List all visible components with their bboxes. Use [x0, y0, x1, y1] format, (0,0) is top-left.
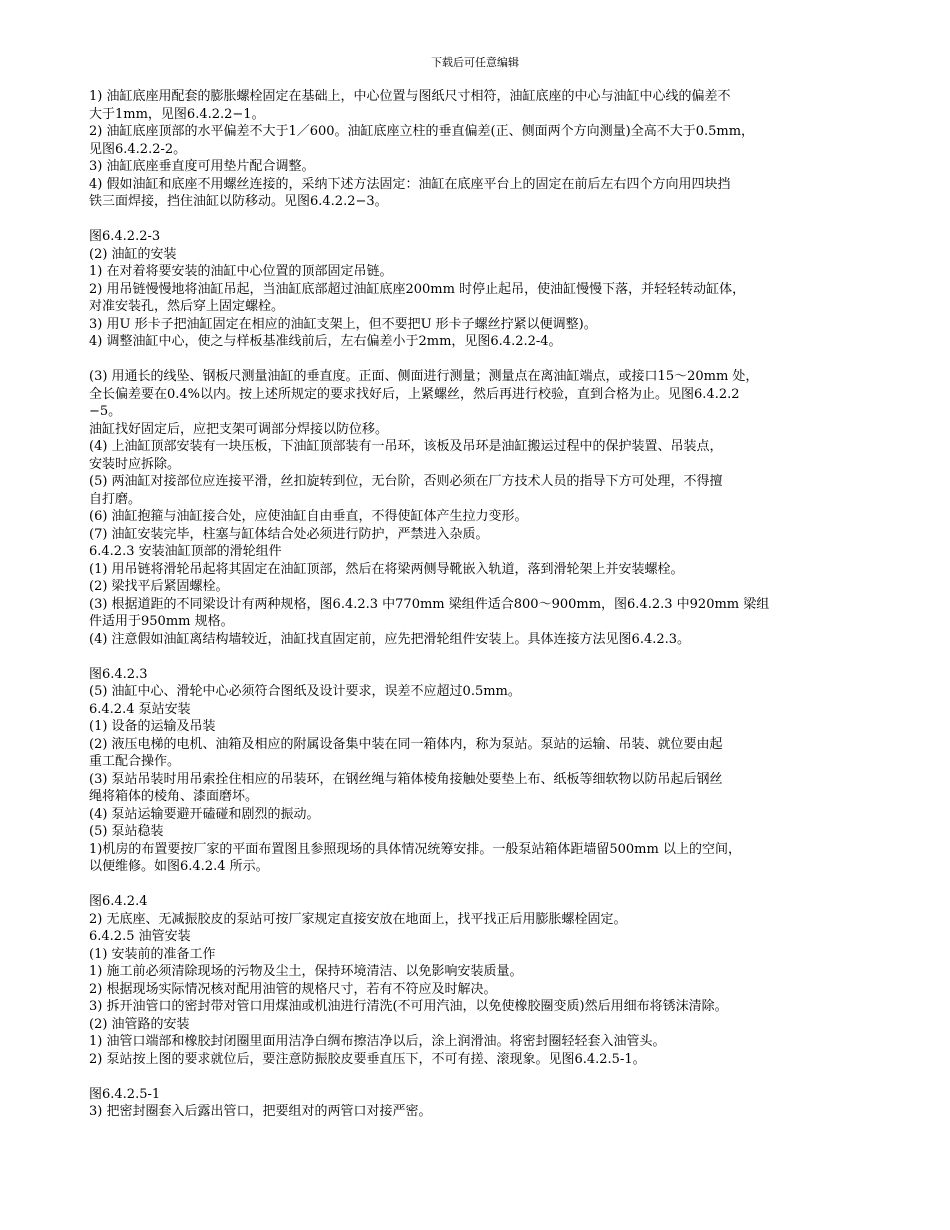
text-line: (3) 根据道距的不同梁设计有两种规格，图6.4.2.3 中770mm 梁组件适合800～900mm，图6.4.2.3 中920mm 梁组 — [89, 596, 770, 612]
text-line: 图6.4.2.4 — [89, 894, 148, 909]
text-line: (2) 梁找平后紧固螺栓。 — [89, 579, 229, 594]
text-line: (1) 安装前的准备工作 — [89, 946, 216, 962]
text-line: 6.4.2.3 安装油缸顶部的滑轮组件 — [89, 544, 282, 559]
text-line: (4) 泵站运输要避开磕碰和剧烈的振动。 — [89, 806, 320, 822]
blank-line — [89, 1068, 869, 1086]
text-line: 3) 油缸底座垂直度可用垫片配合调整。 — [89, 159, 315, 174]
text-line: 图6.4.2.3 — [89, 666, 148, 682]
text-line: 安装时应拆除。 — [89, 456, 181, 472]
text-line: (5) 两油缸对接部位应连接平滑，丝扣旋转到位，无台阶，否则必须在厂方技术人员的指导下方可处理，不得擅 — [89, 474, 723, 489]
text-line: (4) 上油缸顶部安装有一块压板，下油缸顶部装有一吊环，该板及吊环是油缸搬运过程中的保护装置、吊装点， — [89, 439, 723, 454]
text-line: 1) 在对着将要安装的油缸中心位置的顶部固定吊链。 — [89, 264, 393, 279]
text-line: 2) 油缸底座顶部的水平偏差不大于1／600。油缸底座立柱的垂直偏差(正、侧面两个方向测量)全高不大于0.5mm， — [89, 124, 755, 139]
page-header: 下载后可任意编辑 — [431, 56, 519, 69]
text-line: 油缸找好固定后，应把支架可调部分焊接以防位移。 — [89, 421, 389, 437]
text-line: 以便维修。如图6.4.2.4 所示。 — [89, 859, 269, 874]
text-line: 见图6.4.2.2-2。 — [89, 141, 187, 157]
text-line: 铁三面焊接，挡住油缸以防移动。见图6.4.2.2−3。 — [89, 194, 388, 209]
text-line: 2) 无底座、无减振胶皮的泵站可按厂家规定直接安放在地面上，找平找正后用膨胀螺栓固定。 — [89, 911, 627, 927]
text-line: 2) 用吊链慢慢地将油缸吊起，当油缸底部超过油缸底座200mm 时停止起吊，使油缸慢慢下落，并轻轻转动缸体， — [89, 281, 746, 297]
text-line: 4) 调整油缸中心，使之与样板基准线前后，左右偏差小于2mm，见图6.4.2.2-4。 — [89, 334, 562, 349]
text-line: 大于1mm，见图6.4.2.2−1。 — [89, 106, 265, 122]
text-line: 1) 油管口端部和橡胶封闭圈里面用洁净白绸布擦洁净以后，涂上润滑油。将密封圈轻轻套入油管头。 — [89, 1034, 666, 1049]
text-line: 6.4.2.4 泵站安装 — [89, 701, 191, 717]
text-line: (2) 油缸的安装 — [89, 246, 177, 262]
text-line: (3) 用通长的线坠、钢板尺测量油缸的垂直度。正面、侧面进行测量；测量点在离油缸端点，或接口15～20mm 处， — [89, 369, 759, 384]
text-line: 1) 施工前必须清除现场的污物及尘土，保持环境清洁、以免影响安装质量。 — [89, 964, 523, 979]
text-line: 3) 拆开油管口的密封带对管口用煤油或机油进行清洗(不可用汽油，以免使橡胶圈变质)然后用细布将锈沫清除。 — [89, 999, 728, 1014]
text-line: (1) 用吊链将滑轮吊起将其固定在油缸顶部，然后在将梁两侧导靴嵌入轨道，落到滑轮架上并安装螺栓。 — [89, 561, 684, 577]
text-line: (4) 注意假如油缸离结构墙较近，油缸找直固定前，应先把滑轮组件安装上。具体连接方法见图6.4.2.3。 — [89, 631, 691, 647]
text-line: 图6.4.2.5-1 — [89, 1086, 161, 1102]
text-line: 对准安装孔，然后穿上固定螺栓。 — [89, 299, 285, 314]
text-line: (3) 泵站吊装时用吊索拴住相应的吊装环，在钢丝绳与箱体棱角接触处要垫上布、纸板等细软物以防吊起后钢丝 — [89, 771, 723, 787]
text-line: (1) 设备的运输及吊装 — [89, 719, 216, 734]
text-line: 1) 油缸底座用配套的膨胀螺栓固定在基础上，中心位置与图纸尺寸相符，油缸底座的中心与油缸中心线的偏差不 — [89, 89, 731, 104]
blank-line — [89, 876, 869, 894]
text-line: 4) 假如油缸和底座不用螺丝连接的，采纳下述方法固定：油缸在底座平台上的固定在前后左右四个方向用四块挡 — [89, 176, 731, 192]
text-line: 2) 根据现场实际情况核对配用油管的规格尺寸，若有不符应及时解决。 — [89, 981, 497, 997]
text-line: (2) 液压电梯的电机、油箱及相应的附属设备集中装在同一箱体内，称为泵站。泵站的运输、吊装、就位要由起 — [89, 736, 723, 752]
text-line: 件适用于950mm 规格。 — [89, 614, 234, 629]
text-line: 6.4.2.5 油管安装 — [89, 929, 191, 944]
document-body — [89, 88, 869, 1121]
text-line: 3) 把密封圈套入后露出管口，把要组对的两管口对接严密。 — [89, 1104, 432, 1119]
text-line: 重工配合操作。 — [89, 754, 181, 769]
text-line: (6) 油缸抱箍与油缸接合处，应使油缸自由垂直，不得使缸体产生拉力变形。 — [89, 509, 528, 524]
blank-line — [89, 648, 869, 666]
text-line: (5) 泵站稳装 — [89, 824, 164, 839]
text-line: 绳将箱体的棱角、漆面磨坏。 — [89, 789, 259, 804]
blank-line — [89, 351, 869, 369]
text-line: 图6.4.2.2-3 — [89, 229, 161, 244]
blank-line — [89, 211, 869, 229]
text-line: 3) 用U 形卡子把油缸固定在相应的油缸支架上，但不要把U 形卡子螺丝拧紧以便调整)。 — [89, 316, 597, 332]
text-line: −5。 — [89, 404, 122, 419]
text-line: 自打磨。 — [89, 491, 142, 507]
text-line: 1)机房的布置要按厂家的平面布置图且参照现场的具体情况统筹安排。一般泵站箱体距墙留500mm 以上的空间， — [89, 841, 741, 857]
text-line: (7) 油缸安装完毕，柱塞与缸体结合处必须进行防护，严禁进入杂质。 — [89, 526, 489, 542]
text-line: 全长偏差要在0.4%以内。按上述所规定的要求找好后，上紧螺丝，然后再进行校验，直到合格为止。见图6.4.2.2 — [89, 386, 740, 402]
text-line: (2) 油管路的安装 — [89, 1016, 190, 1032]
text-line: (5) 油缸中心、滑轮中心必须符合图纸及设计要求，误差不应超过0.5mm。 — [89, 684, 521, 699]
text-line: 2) 泵站按上图的要求就位后，要注意防振胶皮要垂直压下，不可有搓、滚现象。见图6.4.2.5-1。 — [89, 1051, 646, 1067]
